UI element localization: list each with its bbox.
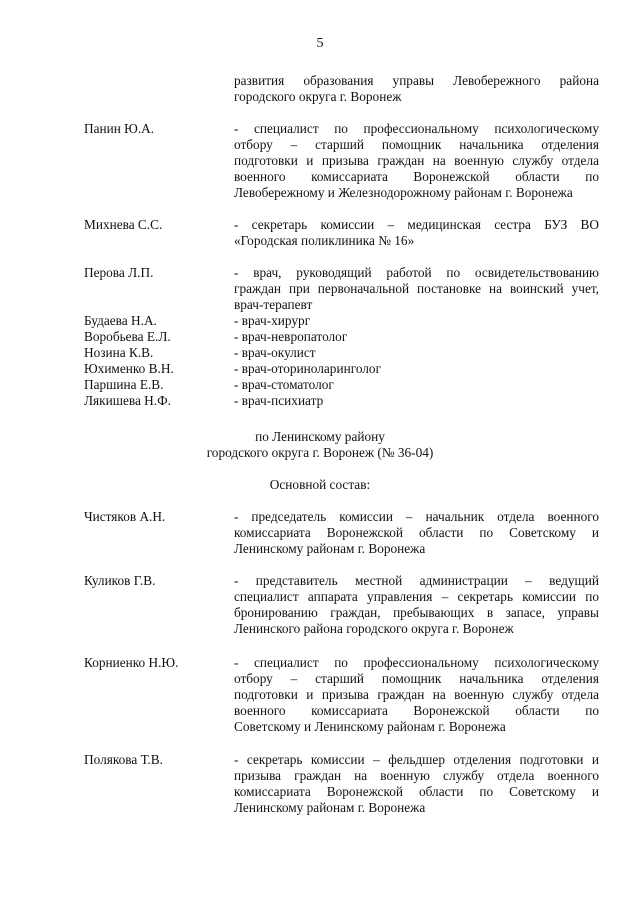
- doctor-role: - врач-невропатолог: [234, 329, 348, 344]
- role-line: Ленинскому районам г. Воронежа: [234, 800, 426, 815]
- member-name: Перова Л.П.: [84, 265, 154, 280]
- doctor-role: - врач-психиатр: [234, 393, 324, 408]
- member-role: [234, 752, 599, 816]
- member-name: Куликов Г.В.: [84, 573, 156, 588]
- doctor-name: Лякишева Н.Ф.: [84, 393, 171, 408]
- member-role: [234, 509, 599, 557]
- member-role: [234, 573, 599, 637]
- role-line: «Городская поликлиника № 16»: [234, 233, 415, 248]
- role-line: военного комиссариата Воронежской области по: [234, 169, 599, 184]
- role-line: - специалист по профессиональному психологическому: [234, 121, 599, 136]
- doctor-name: Нозина К.В.: [84, 345, 154, 360]
- member-role: [234, 217, 599, 249]
- doctor-role: - врач-окулист: [234, 345, 316, 360]
- role-line: специалист аппарата управления – секретарь комиссии по: [234, 589, 599, 604]
- role-line: комиссариата Воронежской области по Советскому и: [234, 525, 599, 540]
- role-line: Ленинскому районам г. Воронежа: [234, 541, 426, 556]
- intro-line: развития образования управы Левобережного района: [234, 73, 599, 88]
- role-line: - председатель комиссии – начальник отдела военного: [234, 509, 599, 524]
- member-role: [234, 265, 599, 313]
- doctor-role: - врач-оториноларинголог: [234, 361, 382, 376]
- member-role: [234, 121, 599, 201]
- page-number: 5: [316, 36, 324, 51]
- district-heading-line: по Ленинскому району: [255, 429, 385, 444]
- member-name: Полякова Т.В.: [84, 752, 163, 767]
- district-heading-line: городского округа г. Воронеж (№ 36-04): [206, 445, 434, 460]
- member-name: Чистяков А.Н.: [84, 509, 166, 524]
- doctor-name: Паршина Е.В.: [84, 377, 164, 392]
- role-line: - секретарь комиссии – фельдшер отделения подготовки и: [234, 752, 599, 767]
- member-name: Панин Ю.А.: [84, 121, 155, 136]
- role-line: - представитель местной администрации – ведущий: [234, 573, 599, 588]
- role-line: граждан при первоначальной постановке на воинский учет,: [234, 281, 599, 296]
- role-line: отбору – старший помощник начальника отделения: [234, 671, 599, 686]
- role-line: - специалист по профессиональному психологическому: [234, 655, 599, 670]
- doctor-role: - врач-хирург: [234, 313, 311, 328]
- doctor-role: - врач-стоматолог: [234, 377, 334, 392]
- role-line: врач-терапевт: [234, 297, 313, 312]
- doctor-name: Юхименко В.Н.: [84, 361, 174, 376]
- role-line: - секретарь комиссии – медицинская сестра БУЗ ВО: [234, 217, 599, 232]
- intro-line: городского округа г. Воронеж: [234, 89, 402, 104]
- role-line: подготовки и призыва граждан на военную службу отдела: [234, 687, 599, 702]
- doctor-name: Воробьева Е.Л.: [84, 329, 171, 344]
- main-composition-heading: Основной состав:: [269, 477, 371, 492]
- role-line: военного комиссариата Воронежской области по: [234, 703, 599, 718]
- role-line: бронированию граждан, пребывающих в запасе, управы: [234, 605, 599, 620]
- role-line: призыва граждан на военную службу отдела военного: [234, 768, 599, 783]
- intro-text: [234, 73, 599, 105]
- doctor-name: Будаева Н.А.: [84, 313, 157, 328]
- role-line: отбору – старший помощник начальника отделения: [234, 137, 599, 152]
- member-name: Михнева С.С.: [84, 217, 163, 232]
- role-line: Ленинского района городского округа г. Воронеж: [234, 621, 514, 636]
- member-role: [234, 655, 599, 735]
- district-heading: [0, 429, 640, 461]
- role-line: комиссариата Воронежской области по Советскому и: [234, 784, 599, 799]
- role-line: Левобережному и Железнодорожному районам г. Воронежа: [234, 185, 573, 200]
- member-name: Корниенко Н.Ю.: [84, 655, 179, 670]
- role-line: подготовки и призыва граждан на военную службу отдела: [234, 153, 599, 168]
- role-line: - врач, руководящий работой по освидетельствованию: [234, 265, 599, 280]
- role-line: Советскому и Ленинскому районам г. Воронежа: [234, 719, 506, 734]
